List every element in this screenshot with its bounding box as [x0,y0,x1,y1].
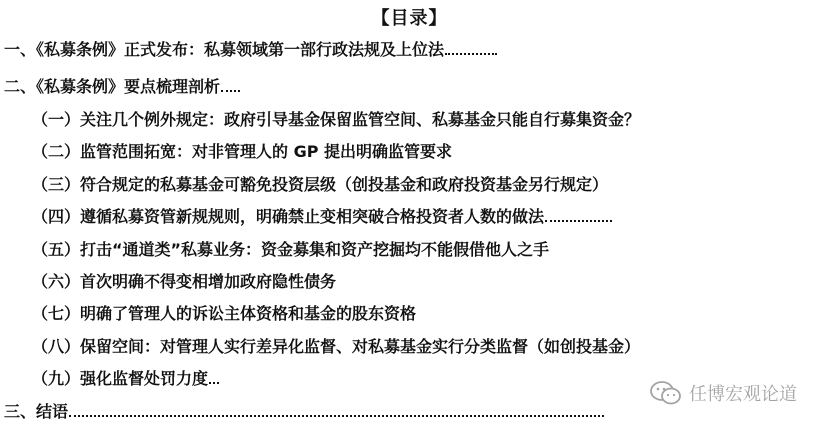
toc-item[interactable] [4,38,497,60]
wechat-icon [649,380,683,406]
toc-item-label: 三、结语 [4,402,69,421]
dot-leader [221,90,240,92]
toc-item-label: （四）遵循私募资管新规规则，明确禁止变相突破合格投资者人数的做法 [32,207,545,226]
toc-item[interactable] [32,108,704,130]
toc-item-label: （一）关注几个例外规定：政府引导基金保留监管空间、私募基金只能自行募集资金？ [32,110,641,129]
toc-item[interactable] [32,140,492,162]
toc-item[interactable] [32,173,670,195]
toc-item[interactable] [32,270,356,292]
toc-item[interactable] [32,205,612,227]
toc-item-label: （三）符合规定的私募基金可豁免投资层级（创投基金和政府投资基金另行规定） [32,175,609,194]
toc-item[interactable] [32,335,700,357]
dot-leader [445,53,497,55]
toc-item-label: （六）首次明确不得变相增加政府隐性债务 [32,272,337,291]
toc-item-label: （九）强化监督处罚力度 [32,369,209,388]
toc-item[interactable] [32,367,218,389]
toc-item-label: （五）打击“通道类”私募业务：资金募集和资产挖掘均不能假借他人之手 [32,240,550,259]
toc-item[interactable] [32,302,460,324]
toc-item[interactable] [4,400,604,422]
toc-item-label: 二、《私募条例》要点梳理剖析 [4,77,221,96]
dot-leader [545,220,612,222]
watermark-text: 任博宏观论道 [689,384,797,405]
toc-item-label: （八）保留空间：对管理人实行差异化监督、对私募基金实行分类监督（如创投基金） [32,337,641,356]
watermark [649,380,797,406]
toc-item-label: （二）监管范围拓宽：对非管理人的 GP 提出明确监管要求 [32,142,453,161]
page-title: 【目录】 [371,8,448,29]
dot-leader [209,382,219,384]
toc-item-label: 一、《私募条例》正式发布：私募领域第一部行政法规及上位法 [4,40,445,59]
dot-leader [69,415,604,417]
toc-item[interactable] [32,238,624,260]
toc-item[interactable] [4,75,240,97]
toc-item-label: （七）明确了管理人的诉讼主体资格和基金的股东资格 [32,304,417,323]
